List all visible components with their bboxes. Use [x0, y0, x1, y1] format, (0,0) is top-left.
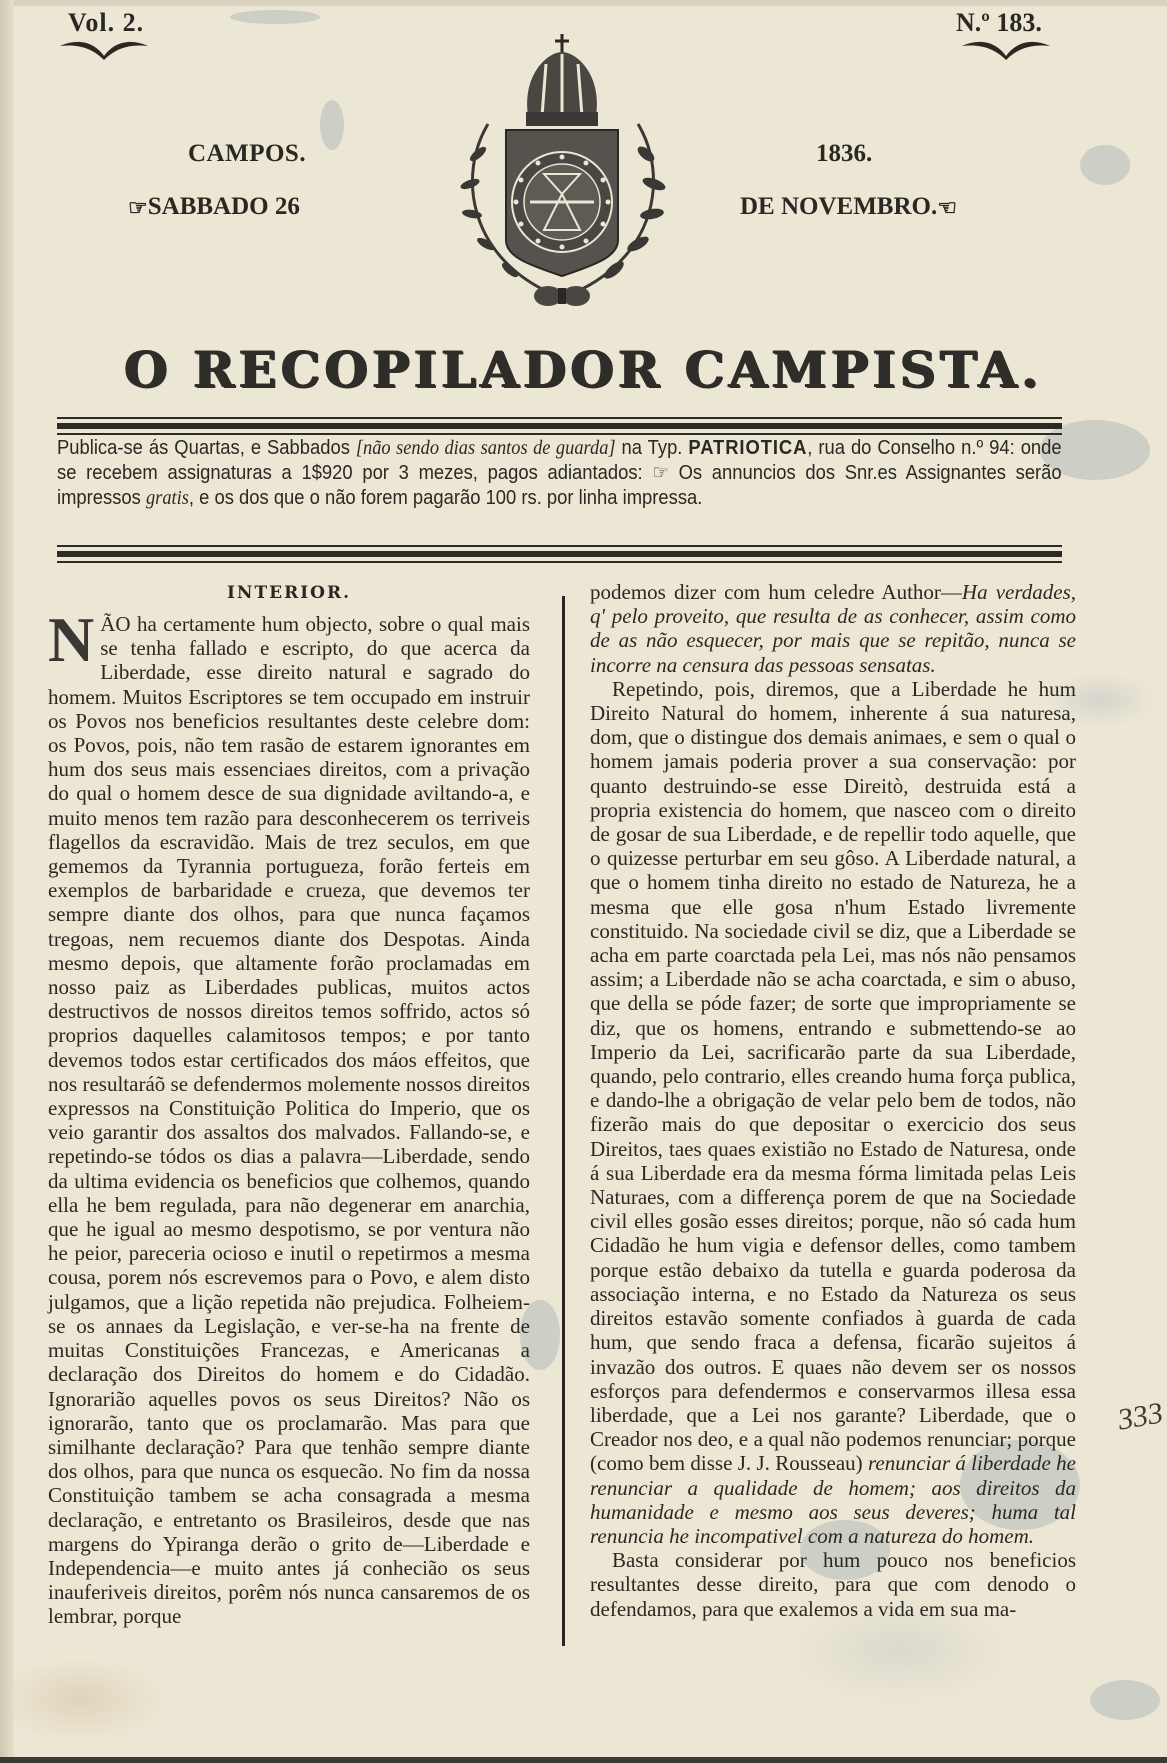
page-left-edge — [0, 0, 14, 1757]
pointing-hand-icon: ☞ — [128, 195, 148, 221]
publication-year: 1836. — [816, 140, 873, 167]
press-name: PATRIOTICA — [688, 437, 808, 459]
section-title: INTERIOR. — [226, 583, 352, 603]
water-stain — [1080, 145, 1130, 185]
article-paragraph: NÃO ha certamente hum objecto, sobre o qual mais se tenha fallado e escripto, do que acerca da Liberdade, esse direito natural e sagrado do homem. Muitos Escriptores se tem occupado em instruir os Povos nos beneficios resultantes deste celebre dom: os Povos, pois, não tem rasão de estarem ignorantes em hum dos seus mais essenciaes direitos, com a privação do qual o homem desce de sua dignidade aviltando-a, e muito menos tem razão para desconhecerem os terriveis flagellos da escravidão. Mais de trez seculos, em que gememos da Tyrannia portugueza, forão ferteis em exemplos de barbaridade e crueza, que devemos ter sempre diante dos olhos, para que nunca façamos tregoas, nem recuemos diante dos Despotas. Ainda mesmo depois, que altamente forão proclamadas em nosso paiz as Liberdades publicas, muitos actos destructivos de nossos direitos temos soffrido, actos só proprios daquelles calamitosos tempos; e por tanto devemos todos estar certificados dos máos effeitos, que nos resultaráõ se defendermos molemente nossos direitos expressos na Constituição Politica do Imperio, que os veio garantir dos assaltos dos malvados. Fallando-se, e repetindo-se tódos os dias a palavra—Liberdade, sendo da ultima evidencia os beneficios que colhemos, quando ella he bem regulada, para não degenerar em anarchia, que he igual ao mesmo despotismo, se por ventura não he peior, pareceria ocioso e inutil o repetirmos a mesma cousa, porem nós escrevemos para o Povo, e alem disto julgamos, que a lição repetida não prejudica. Folheiem-se os annaes da Legislação, e ver-se-ha na frente de muitas Constituições Francezas, e Americanas a declaração dos Direitos do homem e do Cidadão. Ignorarião aquelles povos os seus Direitos? Não os ignorarão, tanto que os proclamarão. Mas para que similhante declaração? Para que tenhão sempre diante dos olhos, para que nunca os esquecão. No fim da nossa Constituição tambem se acha consagrada a mesma declaração, e entretanto os Brasileiros, desde que nas margens do Ypiranga derão o grito de—Liberdade e Independencia—e muito antes já conhecião os seus inauferiveis direitos, porêm nós nunca cansaremos de os lembrar, porque — [48, 604, 530, 1629]
month-text: DE NOVEMBRO. — [740, 193, 938, 220]
quotation: Ha verdades, q' pelo proveito, que resulta de as conhecer, assim como de as não esquecer, por mais que se repitão, nunca se incorre na censura das pessoas sensatas. — [590, 580, 1077, 677]
page-bottom-edge — [0, 1757, 1167, 1763]
flourish-ornament — [58, 40, 150, 62]
pointing-hand-icon: ☜ — [937, 195, 957, 221]
newspaper-title: O RECOPILADOR CAMPISTA. — [124, 340, 1043, 399]
water-stain — [320, 100, 344, 150]
volume-label: Vol. 2. — [68, 8, 145, 37]
water-stain — [230, 10, 320, 24]
article-right-column — [590, 580, 1076, 1621]
flourish-ornament — [960, 40, 1052, 62]
article-paragraph: Basta considerar por hum pouco nos beneficios resultantes desse direito, para que com denodo o defendamos, para que exalemos a vida em sua ma- — [590, 1548, 1076, 1621]
day-text: SABBADO 26 — [147, 193, 300, 220]
rousseau-quotation: renunciar á liberdade he renunciar a qualidade de homem; aos direitos da humanidade e mesmo aos seus deveres; huma tal renuncia he incompativel com a natureza do homem. — [590, 1451, 1076, 1548]
handwritten-page-number: 333 — [1115, 1396, 1166, 1437]
page-top-edge — [0, 0, 1167, 6]
drop-cap: N — [48, 604, 95, 675]
imperial-coat-of-arms-icon — [448, 24, 676, 316]
notice-rule — [57, 545, 1062, 567]
article-left-column — [48, 580, 530, 1629]
water-stain — [1090, 1680, 1160, 1720]
issue-number: N.º 183. — [956, 8, 1042, 37]
publication-notice: Publica-se ás Quartas, e Sabbados [não sendo dias santos de guarda] na Typ. PATRIOTICA, rua do Conselho n.º 94: onde se recebem assignaturas a 1$920 por 3 mezes, pagos adiantados: ☞ Os annuncios dos Snr.es Assignantes serão impressos gratis, e os dos que o não forem pagarão 100 rs. por linha impressa. — [57, 437, 1062, 509]
place-name: CAMPOS. — [188, 140, 307, 167]
publication-day — [128, 193, 300, 221]
notice-italic: [não sendo dias santos de guarda] — [355, 437, 616, 459]
column-divider — [562, 596, 565, 1646]
article-paragraph: podemos dizer com hum celedre Author—Ha verdades, q' pelo proveito, que resulta de as conhecer, assim como de as não esquecer, por mais que se repitão, nunca se incorre na censura das pessoas sensatas. — [590, 580, 1077, 677]
publication-month — [740, 193, 957, 221]
article-paragraph: Repetindo, pois, diremos, que a Liberdade he hum Direito Natural do homem, inherente á sua naturesa, dom, que o distingue dos demais animaes, e sem o qual o homem jamais poderia prover a sua conservação: por quanto destruindo-se esse Direitò, destruida está a propria existencia do homem, que nasceo com o direito de gosar de sua Liberdade, e de repellir todo aquelle, que o quizesse perturbar em seu gôso. A Liberdade natural, a que o homem tinha direito no estado de Natureza, he a mesma que elle gosa n'hum Estado livremente constituido. Na sociedade civil se diz, que a Liberdade se acha em parte coarctada pela Lei, mas nós não pensamos assim; a Liberdade não se acha coarctada, e sim o abuso, que della se póde fazer; de sorte que impropriamente se diz, que os homens, entrando e submettendo-se ao Imperio da Lei, sacrificarão parte da sua Liberdade, quando, pelo contrario, elles creando huma força publica, e dando-lhe a obrigação de velar pelo bem de todos, não fizerão mais do que depositar o exercicio dos seus Direitos, taes quaes existião no Estado de Naturesa, onde á sua Liberdade era da mesma fórma limitada pelas Leis Naturaes, com a differença porem de que na Sociedade civil elles gosão esses direitos; porque, não só cada hum Cidadão he hum vigia e defensor delles, como tambem porque estão debaixo da tutella e guarda poderosa da associação interna, e no Estado da Natureza os seus direitos estavão somente confiados à guarda de cada hum, que sendo fraca a defensa, ficarão sujeitos á invazão dos outros. E quaes não devem ser os nossos esforços para defendermos e conservarmos illesa essa liberdade, que a Lei nos garante? Liberdade, que o Creador nos deo, e a qual não podemos renunciar; porque (como bem disse J. J. Rousseau) renunciar á liberdade he renunciar a qualidade de homem; aos direitos da humanidade e mesmo aos seus deveres; huma tal renuncia he incompativel com a natureza do homem. — [590, 676, 1076, 1548]
